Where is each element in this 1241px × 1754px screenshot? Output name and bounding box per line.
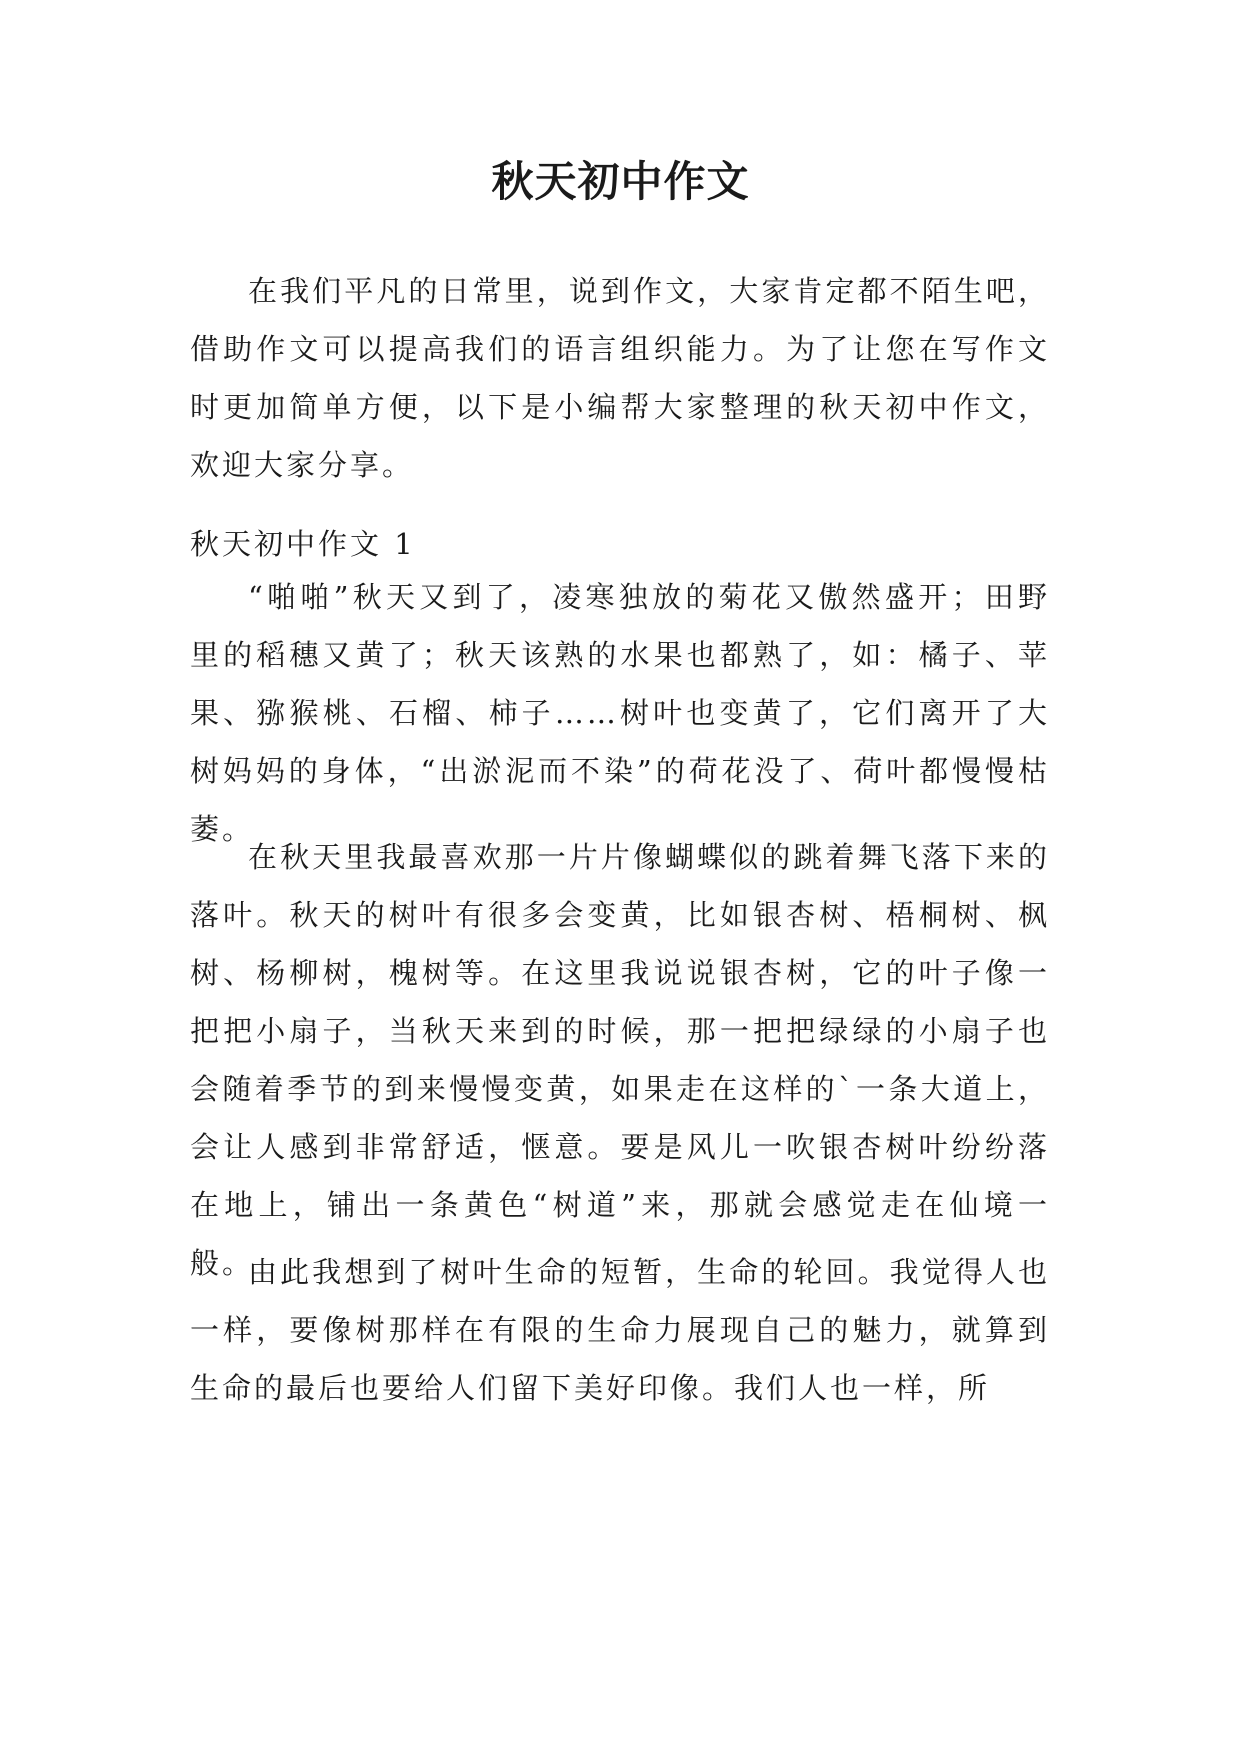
body-paragraph-2: 在秋天里我最喜欢那一片片像蝴蝶似的跳着舞飞落下来的落叶。秋天的树叶有很多会变黄，比如银杏树、梧桐树、枫树、杨柳树，槐树等。在这里我说说银杏树，它的叶子像一把把小扇子，当秋天来到的时候，那一把把绿绿的小扇子也会随着季节的到来慢慢变黄，如果走在这样的`一条大道上，会让人感到非常舒适，惬意。要是风儿一吹银杏树叶纷纷落在地上，铺出一条黄色“树道”来，那就会感觉走在仙境一般。 xyxy=(190,840,1050,1280)
body-paragraph-1: “啪啪”秋天又到了，凌寒独放的菊花又傲然盛开；田野里的稻穗又黄了；秋天该熟的水果也都熟了，如：橘子、苹果、猕猴桃、石榴、柿子……树叶也变黄了，它们离开了大树妈妈的身体，“出淤泥而不染”的荷花没了、荷叶都慢慢枯萎。 xyxy=(190,580,1050,846)
section-heading: 秋天初中作文 1 xyxy=(190,527,416,561)
document-title: 秋天初中作文 xyxy=(491,157,750,206)
intro-paragraph: 在我们平凡的日常里，说到作文，大家肯定都不陌生吧，借助作文可以提高我们的语言组织能力。为了让您在写作文时更加简单方便，以下是小编帮大家整理的秋天初中作文，欢迎大家分享。 xyxy=(190,274,1050,482)
body-paragraph-3: 由此我想到了树叶生命的短暂，生命的轮回。我觉得人也一样，要像树那样在有限的生命力展现自己的魅力，就算到生命的最后也要给人们留下美好印像。我们人也一样，所 xyxy=(190,1255,1050,1405)
